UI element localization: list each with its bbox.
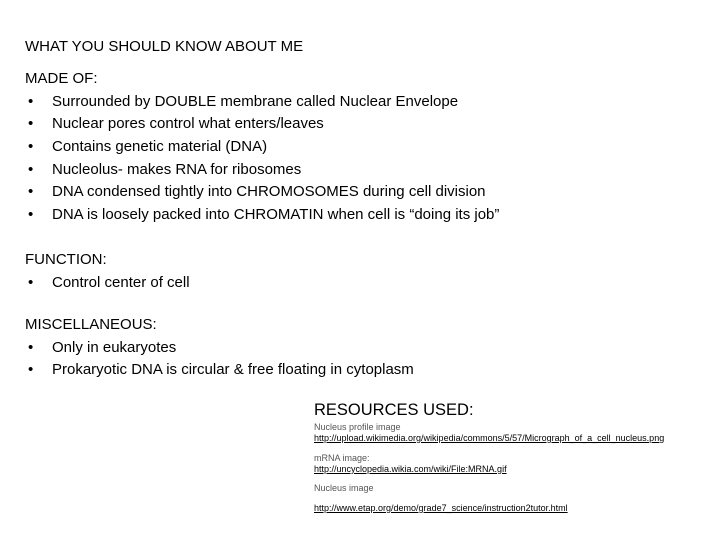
bullet-icon: • (28, 183, 34, 201)
list-item (25, 337, 414, 360)
list-item-text: Contains genetic material (DNA) (52, 138, 268, 156)
list-item (25, 181, 499, 204)
list-item (25, 359, 414, 382)
bullet-icon: • (28, 206, 34, 224)
bullet-icon: • (28, 273, 34, 291)
resource-link[interactable]: http://uncyclopedia.wikia.com/wiki/File:MRNA.gif (314, 464, 507, 474)
bullet-icon: • (28, 138, 34, 156)
bullet-icon: • (28, 361, 34, 379)
resources-section (314, 400, 714, 513)
made-of-section (25, 68, 499, 227)
resource-label: Nucleus image (314, 483, 374, 493)
list-item (25, 113, 499, 136)
section-title: FUNCTION: (25, 251, 107, 268)
bullet-icon: • (28, 115, 34, 133)
list-item-text: Nucleolus- makes RNA for ribosomes (52, 160, 302, 178)
resource-link[interactable]: http://www.etap.org/demo/grade7_science/instruction2tutor.html (314, 503, 568, 513)
section-title: MISCELLANEOUS: (25, 316, 157, 333)
resource-item (314, 453, 507, 475)
list-item (25, 136, 499, 159)
bullet-icon: • (28, 338, 34, 356)
list-item-text: DNA condensed tightly into CHROMOSOMES during cell division (52, 183, 486, 201)
resource-label: mRNA image: (314, 453, 370, 463)
list-item-text: DNA is loosely packed into CHROMATIN when cell is “doing its job” (52, 206, 500, 224)
resource-label: Nucleus profile image (314, 422, 401, 432)
resources-title: RESOURCES USED: (314, 401, 474, 419)
resource-item (314, 483, 568, 514)
list-item (25, 272, 190, 295)
list-item (25, 204, 499, 227)
miscellaneous-section (25, 314, 414, 382)
resource-link[interactable]: http://upload.wikimedia.org/wikipedia/commons/5/57/Micrograph_of_a_cell_nucleus.png (314, 433, 665, 443)
list-item-text: Surrounded by DOUBLE membrane called Nuclear Envelope (52, 92, 459, 110)
list-item-text: Control center of cell (52, 273, 190, 291)
function-section (25, 249, 190, 294)
list-item (25, 91, 499, 114)
section-title: MADE OF: (25, 70, 98, 87)
list-item-text: Only in eukaryotes (52, 338, 177, 356)
resource-item (314, 422, 664, 444)
page-title: WHAT YOU SHOULD KNOW ABOUT ME (25, 38, 304, 55)
list-item-text: Nuclear pores control what enters/leaves (52, 115, 324, 133)
list-item-text: Prokaryotic DNA is circular & free floating in cytoplasm (52, 361, 414, 379)
bullet-icon: • (28, 92, 34, 110)
list-item (25, 159, 499, 182)
bullet-icon: • (28, 160, 34, 178)
